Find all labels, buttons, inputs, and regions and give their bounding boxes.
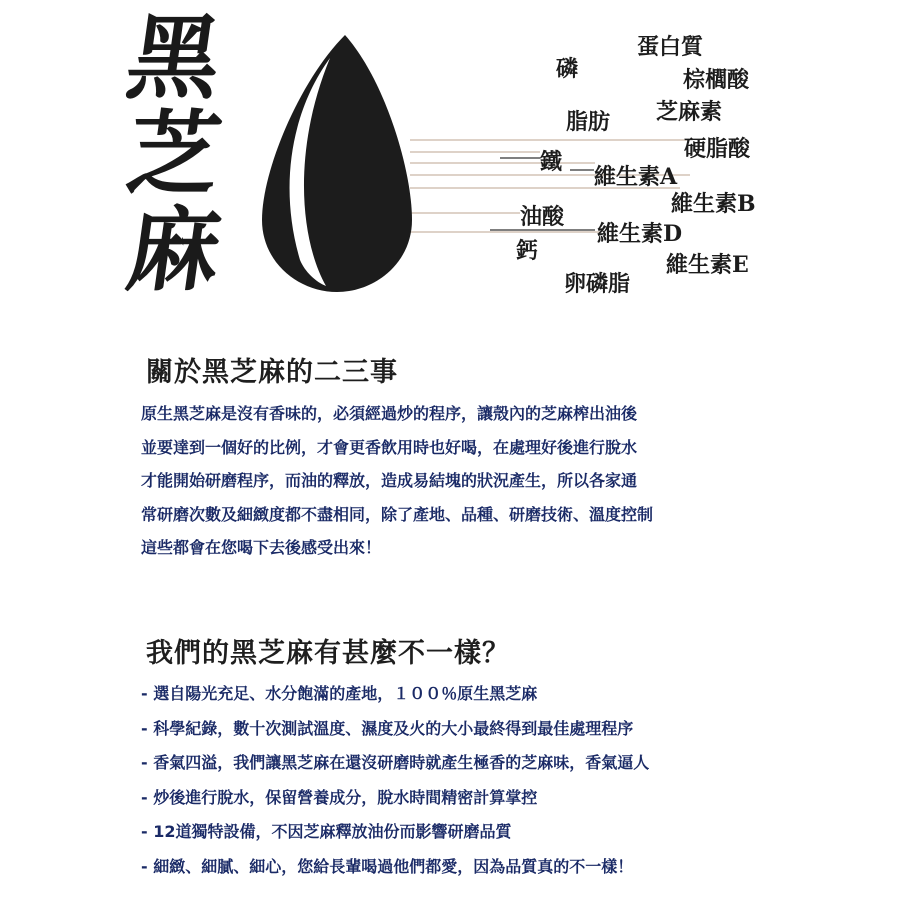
brush-title — [120, 4, 268, 304]
brush-char: 芝 — [120, 100, 224, 208]
brush-char: 麻 — [120, 196, 224, 304]
nutrient-calcium: 鈣 — [516, 238, 539, 264]
nutrient-lecithin: 卵磷脂 — [564, 271, 631, 297]
nutrient-palmitic-acid: 棕櫚酸 — [683, 67, 750, 93]
feature-item: - 科學紀錄，數十次測試溫度、濕度及火的大小最終得到最佳處理程序 — [141, 718, 634, 738]
feature-item: - 選自陽光充足、水分飽滿的產地，１００％原生黑芝麻 — [141, 684, 538, 703]
nutrient-vitamin-a: 維生素A — [594, 164, 678, 190]
nutrient-vitamin-b: 維生素B — [671, 191, 756, 217]
hero-banner — [0, 0, 900, 320]
nutrient-oleic-acid: 油酸 — [520, 204, 565, 230]
feature-item: - 香氣四溢，我們讓黑芝麻在還沒研磨時就產生極香的芝麻味，香氣逼人 — [141, 753, 650, 772]
nutrient-sesamin: 芝麻素 — [656, 99, 723, 125]
nutrient-fat: 脂肪 — [566, 109, 611, 135]
about-line: 並要達到一個好的比例，才會更香飲用時也好喝，在處理好後進行脫水 — [141, 437, 638, 457]
feature-item: - 細緻、細膩、細心，您給長輩喝過他們都愛，因為品質真的不一樣！ — [141, 856, 634, 876]
nutrient-vitamin-d: 維生素D — [597, 221, 683, 247]
different-heading: 我們的黑芝麻有甚麼不一樣？ — [146, 638, 510, 669]
nutrient-iron: 鐵 — [540, 149, 563, 175]
about-paragraph — [141, 397, 781, 565]
about-line: 原生黑芝麻是沒有香味的，必須經過炒的程序，讓殼內的芝麻榨出油後 — [141, 404, 638, 423]
nutrient-stearic-acid: 硬脂酸 — [684, 136, 751, 162]
nutrient-vitamin-e: 維生素E — [666, 252, 749, 278]
nutrient-protein: 蛋白質 — [637, 34, 704, 60]
about-line: 常研磨次數及細緻度都不盡相同，除了產地、品種、研磨技術、溫度控制 — [141, 504, 654, 524]
about-heading: 關於黑芝麻的二三事 — [146, 357, 398, 388]
about-line: 才能開始研磨程序，而油的釋放，造成易結塊的狀況產生，所以各家通 — [141, 471, 638, 490]
brush-char: 黑 — [120, 4, 224, 112]
nutrient-phosphorus: 磷 — [556, 56, 579, 82]
feature-item: - 炒後進行脫水，保留營養成分，脫水時間精密計算掌控 — [141, 787, 538, 807]
feature-item: - 12道獨特設備，不因芝麻釋放油份而影響研磨品質 — [141, 822, 512, 841]
feature-list — [141, 677, 841, 884]
about-line: 這些都會在您喝下去後感受出來！ — [141, 538, 382, 557]
